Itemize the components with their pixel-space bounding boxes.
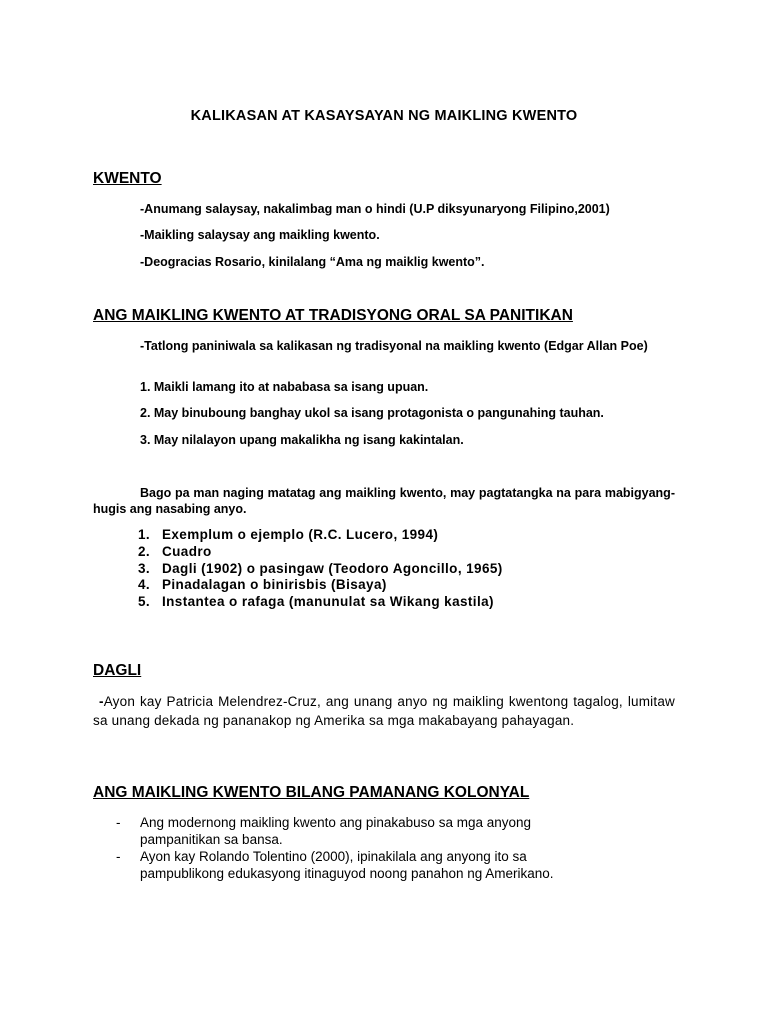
kolonyal-list — [116, 815, 610, 883]
forms-list-item: 4. Pinadalagan o binirisbis (Bisaya) — [138, 577, 387, 593]
dagli-text: Ayon kay Patricia Melendrez-Cruz, ang unang anyo ng maikling kwentong tagalog, lumitaw sa unang dekada ng pananakop ng Amerika sa mga makabayang pahayagan. — [93, 694, 675, 728]
forms-list-item: 1. Exemplum o ejemplo (R.C. Lucero, 1994) — [138, 527, 439, 542]
heading-kwento: KWENTO — [93, 170, 162, 187]
bago-paragraph: Bago pa man naging matatag ang maikling kwento, may pagtatangka na para mabigyang-hugis ang nasabing anyo. — [93, 486, 675, 516]
belief-item-3: 3. May nilalayon upang makalikha ng isang kakintalan. — [140, 433, 464, 447]
dagli-dash: - — [99, 694, 104, 709]
belief-item-2: 2. May binuboung banghay ukol sa isang protagonista o pangunahing tauhan. — [140, 406, 604, 420]
kolonyal-list-item: - Ang modernong maikling kwento ang pinakabuso sa mga anyong pampanitikan sa bansa. — [116, 815, 532, 847]
forms-list-item: 3. Dagli (1902) o pasingaw (Teodoro Agoncillo, 1965) — [138, 560, 503, 576]
heading-dagli: DAGLI — [93, 662, 142, 679]
heading-tradisyong-oral: ANG MAIKLING KWENTO AT TRADISYONG ORAL SA PANITIKAN — [93, 307, 573, 324]
heading-pamanang-kolonyal: ANG MAIKLING KWENTO BILANG PAMANANG KOLONYAL — [93, 784, 530, 801]
kwento-line-3: -Deogracias Rosario, kinilalang “Ama ng maiklig kwento”. — [140, 255, 485, 269]
forms-list-item: 2. Cuadro — [138, 543, 212, 559]
kwento-line-1: -Anumang salaysay, nakalimbag man o hindi (U.P diksyunaryong Filipino,2001) — [140, 202, 610, 216]
kolonyal-list-item: - Ayon kay Rolando Tolentino (2000), ipinakilala ang anyong ito sa pampublikong edukasyong itinaguyod noong panahon ng Amerikano. — [116, 849, 554, 881]
kwento-line-2: -Maikling salaysay ang maikling kwento. — [140, 228, 380, 242]
forms-list — [138, 527, 503, 611]
forms-list-item: 5. Instantea o rafaga (manunulat sa Wikang kastila) — [138, 594, 494, 610]
dagli-paragraph — [93, 692, 675, 730]
document-title: KALIKASAN AT KASAYSAYAN NG MAIKLING KWENTO — [190, 108, 578, 124]
belief-item-1: 1. Maikli lamang ito at nababasa sa isang upuan. — [140, 380, 429, 394]
oral-intro-paragraph: -Tatlong paniniwala sa kalikasan ng tradisyonal na maikling kwento (Edgar Allan Poe) — [140, 339, 648, 353]
